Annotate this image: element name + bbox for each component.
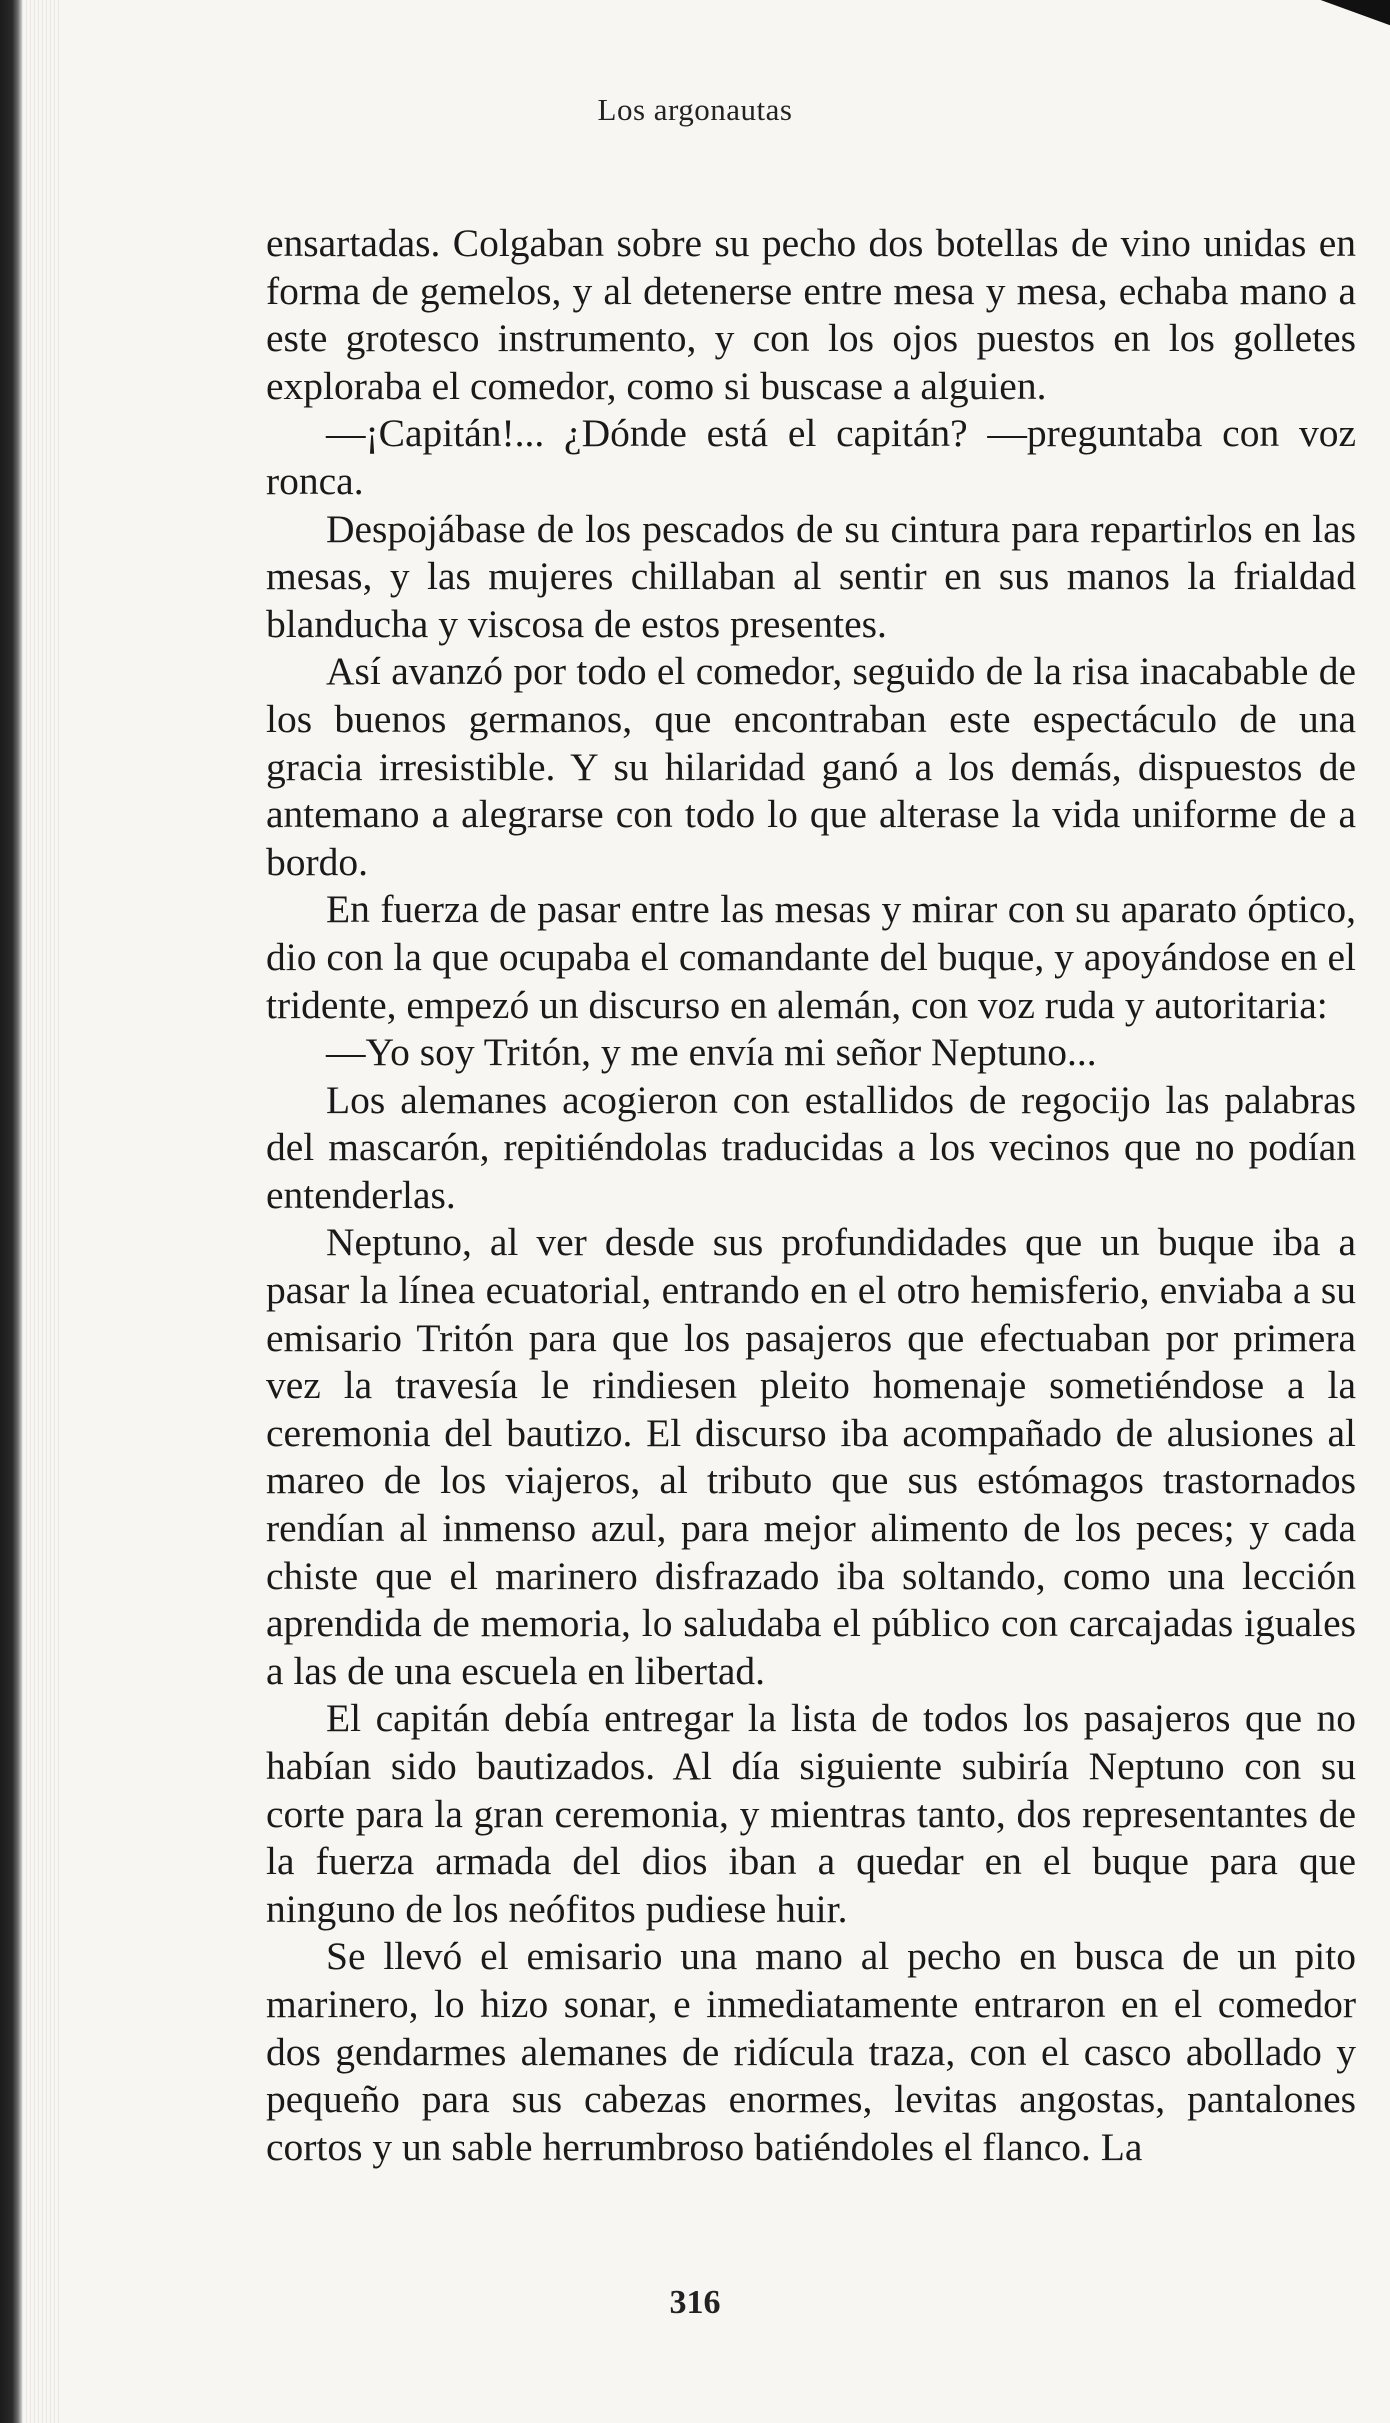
paragraph: ensartadas. Colgaban sobre su pecho dos botellas de vino unidas en forma de gemelos, y al detenerse entre mesa y mesa, echaba mano a este grotesco instrumento, y con los ojos puestos en los golletes exploraba el comedor, como si buscase a alguien.	[266, 221, 1356, 408]
binding-edge	[0, 0, 22, 2423]
paragraph: En fuerza de pasar entre las mesas y mirar con su aparato óptico, dio con la que ocupaba el comandante del buque, y apoyándose en el tridente, empezó un discurso en alemán, con voz ruda y autoritaria:	[266, 887, 1356, 1027]
paragraph: Los alemanes acogieron con estallidos de regocijo las palabras del mascarón, repitiéndolas traducidas a los vecinos que no podían entenderlas.	[266, 1077, 1356, 1217]
paragraph: —Yo soy Tritón, y me envía mi señor Neptuno...	[326, 1030, 1097, 1075]
binding-shadow	[22, 0, 62, 2423]
paragraph: Neptuno, al ver desde sus profundidades que un buque iba a pasar la línea ecuatorial, entrando en el otro hemisferio, enviaba a su emisario Tritón para que los pasajeros que efectuaban por primera vez la travesía le rindiesen pleito homenaje sometiéndose a la ceremonia del bautizo. El discurso iba acompañado de alusiones al mareo de los viajeros, al tributo que sus estómagos trastornados rendían al inmenso azul, para mejor alimento de los peces; y cada chiste que el marinero disfrazado iba soltando, como una lección aprendida de memoria, lo saludaba el público con carcajadas iguales a las de una escuela en libertad.	[266, 1220, 1356, 1693]
paragraph: Despojábase de los pescados de su cintura para repartirlos en las mesas, y las mujeres chillaban al sentir en sus manos la frialdad blanducha y viscosa de estos presentes.	[266, 506, 1356, 646]
paragraph: —¡Capitán!... ¿Dónde está el capitán? —preguntaba con voz ronca.	[266, 411, 1356, 503]
corner-scan-mark	[1320, 0, 1390, 30]
paragraph: El capitán debía entregar la lista de todos los pasajeros que no habían sido bautizados. Al día siguiente subiría Neptuno con su corte para la gran ceremonia, y mientras tanto, dos representantes de la fuerza armada del dios iban a quedar en el buque para que ninguno de los neófitos pudiese huir.	[266, 1696, 1356, 1931]
paragraph: Así avanzó por todo el comedor, seguido de la risa inacabable de los buenos germanos, que encontraban este espectáculo de una gracia irresistible. Y su hilaridad ganó a los demás, dispuestos de antemano a alegrarse con todo lo que alterase la vida uniforme de a bordo.	[266, 649, 1356, 884]
body-text	[266, 220, 1356, 2171]
paragraph: Se llevó el emisario una mano al pecho en busca de un pito marinero, lo hizo sonar, e inmediatamente entraron en el comedor dos gendarmes alemanes de ridícula traza, con el casco abollado y pequeño para sus cabezas enormes, levitas angostas, pantalones cortos y un sable herrumbroso batiéndoles el flanco. La	[266, 1934, 1356, 2169]
page-number: 316	[669, 2284, 721, 2321]
running-head: Los argonautas	[597, 92, 793, 127]
